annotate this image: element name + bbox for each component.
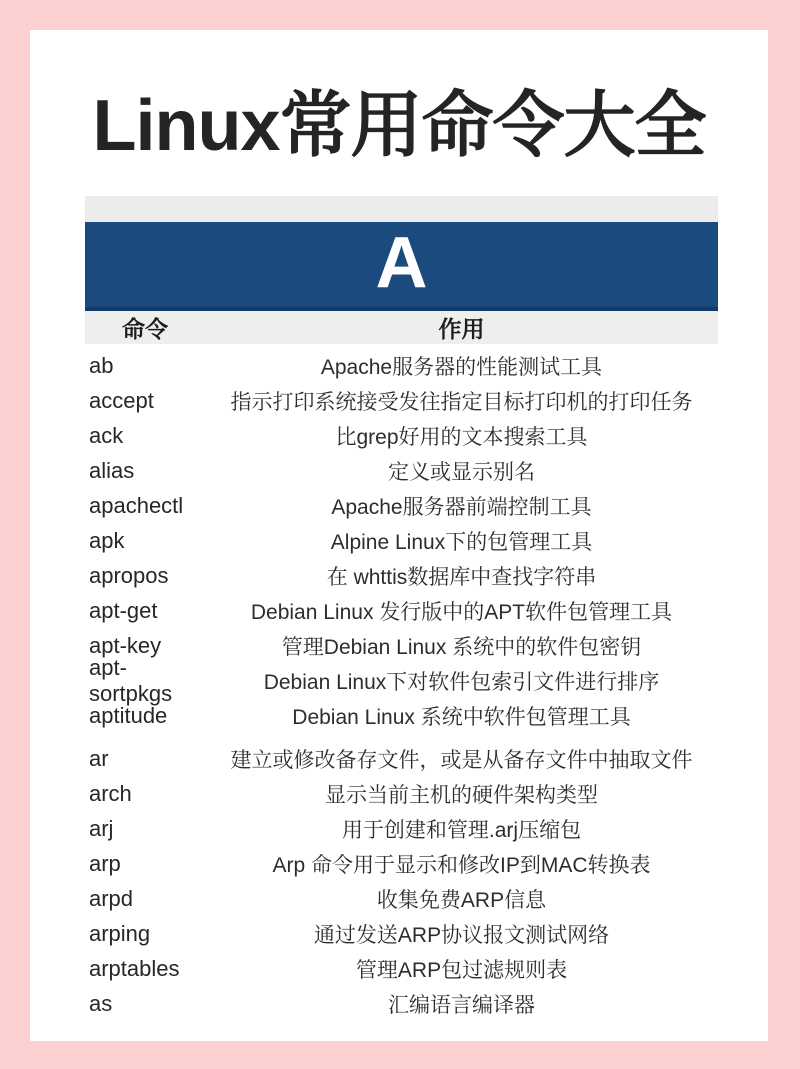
command-cell: arj bbox=[89, 815, 114, 841]
table-row bbox=[85, 488, 718, 523]
table-row bbox=[85, 698, 718, 733]
description-cell: 汇编语言编译器 bbox=[388, 993, 535, 1017]
description-cell: Debian Linux 发行版中的APT软件包管理工具 bbox=[250, 600, 673, 624]
command-cell: apt-key bbox=[89, 632, 162, 658]
command-cell: ab bbox=[89, 352, 114, 378]
table-header-row bbox=[85, 311, 718, 344]
table-row bbox=[85, 593, 718, 628]
table-top-strip bbox=[85, 196, 718, 222]
command-cell: apachectl bbox=[89, 492, 184, 518]
table-row bbox=[85, 654, 718, 706]
description-cell: 用于创建和管理.arj压缩包 bbox=[341, 818, 582, 842]
command-cell: accept bbox=[89, 387, 154, 413]
table-body bbox=[85, 348, 718, 1021]
table-row bbox=[85, 951, 718, 986]
table-row bbox=[85, 523, 718, 558]
table-row bbox=[85, 741, 718, 776]
description-cell: 在 whttis数据库中查找字符串 bbox=[326, 565, 597, 589]
header-command: 命令 bbox=[122, 316, 168, 342]
description-cell: 指示打印系统接受发往指定目标打印机的打印任务 bbox=[230, 390, 693, 414]
command-cell: apt-sortpkgs bbox=[89, 654, 173, 706]
description-cell: Arp 命令用于显示和修改IP到MAC转换表 bbox=[272, 853, 651, 877]
command-cell: arpd bbox=[89, 885, 134, 911]
description-cell: 收集免费ARP信息 bbox=[376, 888, 547, 912]
command-table bbox=[85, 196, 718, 1021]
command-cell: apropos bbox=[89, 562, 169, 588]
command-cell: arping bbox=[89, 920, 151, 946]
page-title: Linux常用命令大全 bbox=[92, 86, 706, 166]
table-row bbox=[85, 881, 718, 916]
description-cell: Alpine Linux下的包管理工具 bbox=[330, 530, 593, 554]
header-description: 作用 bbox=[438, 316, 485, 342]
description-cell: 管理Debian Linux 系统中的软件包密钥 bbox=[281, 635, 642, 659]
content-area bbox=[30, 30, 768, 1041]
description-cell: 管理ARP包过滤规则表 bbox=[355, 958, 568, 982]
table-row bbox=[85, 558, 718, 593]
section-banner bbox=[85, 222, 718, 311]
description-cell: 通过发送ARP协议报文测试网络 bbox=[313, 923, 610, 947]
description-cell: Debian Linux下对软件包索引文件进行排序 bbox=[263, 670, 660, 694]
command-cell: ack bbox=[89, 422, 124, 448]
description-cell: 定义或显示别名 bbox=[388, 460, 535, 484]
table-row bbox=[85, 986, 718, 1021]
description-cell: 比grep好用的文本搜索工具 bbox=[335, 425, 588, 449]
table-row bbox=[85, 348, 718, 383]
description-cell: Apache服务器前端控制工具 bbox=[331, 495, 592, 519]
description-cell: 显示当前主机的硬件架构类型 bbox=[325, 783, 598, 807]
table-row bbox=[85, 453, 718, 488]
command-cell: arptables bbox=[89, 955, 180, 981]
table-row bbox=[85, 811, 718, 846]
command-cell: apk bbox=[89, 527, 125, 553]
table-row bbox=[85, 846, 718, 881]
table-row bbox=[85, 776, 718, 811]
command-cell: arp bbox=[89, 850, 121, 876]
command-cell: as bbox=[89, 990, 113, 1016]
description-cell: Debian Linux 系统中软件包管理工具 bbox=[292, 705, 631, 729]
command-cell: arch bbox=[89, 780, 132, 806]
command-cell: ar bbox=[89, 745, 109, 771]
command-cell: apt-get bbox=[89, 597, 158, 623]
section-letter: A bbox=[375, 222, 428, 303]
table-row bbox=[85, 418, 718, 453]
table-row bbox=[85, 383, 718, 418]
command-cell: aptitude bbox=[89, 702, 168, 728]
table-row bbox=[85, 916, 718, 951]
description-cell: 建立或修改备存文件，或是从备存文件中抽取文件 bbox=[230, 748, 693, 772]
command-cell: alias bbox=[89, 457, 135, 483]
description-cell: Apache服务器的性能测试工具 bbox=[320, 355, 603, 379]
